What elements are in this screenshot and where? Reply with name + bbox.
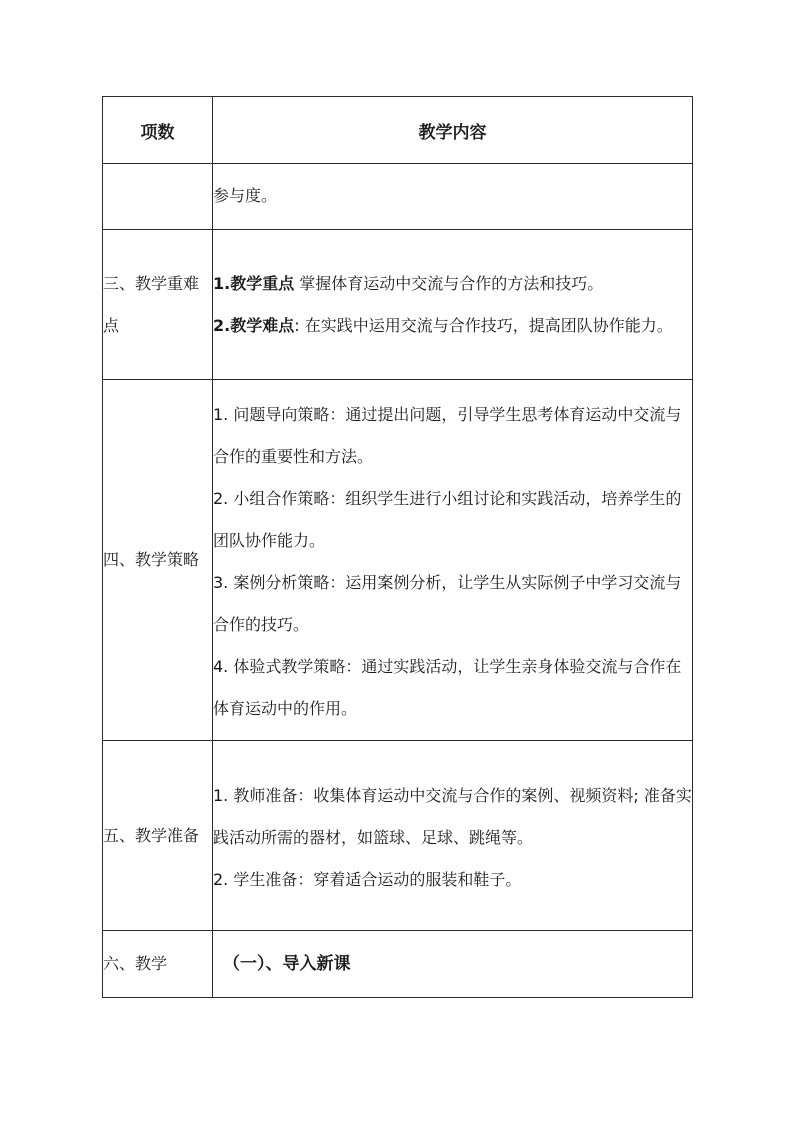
table-row xyxy=(103,380,693,741)
lesson-plan-page xyxy=(102,96,692,998)
teaching-focus-text: 掌握体育运动中交流与合作的方法和技巧。 xyxy=(294,273,604,293)
table-row xyxy=(103,741,693,931)
teaching-difficulty-text: : 在实践中运用交流与合作技巧，提高团队协作能力。 xyxy=(294,315,673,335)
row-content xyxy=(213,164,693,230)
teaching-focus-label: 1.教学重点 xyxy=(213,273,295,293)
header-content: 教学内容 xyxy=(213,97,693,164)
teaching-difficulty xyxy=(213,305,692,347)
table-row xyxy=(103,164,693,230)
table-header-row xyxy=(103,97,693,164)
row-content xyxy=(213,741,693,931)
lesson-plan-table xyxy=(102,96,693,998)
row-content xyxy=(213,230,693,380)
row-content xyxy=(213,380,693,741)
strategy-item: 1. 问题导向策略：通过提出问题，引导学生思考体育运动中交流与合作的重要性和方法。 xyxy=(213,405,682,466)
row-content xyxy=(213,931,693,998)
row-item-label: 三、教学重难点 xyxy=(103,230,213,380)
row-item-label: 四、教学策略 xyxy=(103,380,213,741)
strategy-item: 2. 小组合作策略：组织学生进行小组讨论和实践活动，培养学生的团队协作能力。 xyxy=(213,489,682,550)
content-paragraph: 参与度。 xyxy=(213,186,278,205)
table-row xyxy=(103,230,693,380)
strategy-item: 4. 体验式教学策略：通过实践活动，让学生亲身体验交流与合作在体育运动中的作用。 xyxy=(213,657,682,718)
teaching-focus xyxy=(213,263,692,305)
preparation-item: 2. 学生准备：穿着适合运动的服装和鞋子。 xyxy=(213,869,522,889)
row-item-label xyxy=(103,164,213,230)
teaching-difficulty-label: 2.教学难点 xyxy=(213,315,295,335)
row-item-label: 六、教学 xyxy=(103,931,213,998)
row-item-label: 五、教学准备 xyxy=(103,741,213,931)
header-item: 项数 xyxy=(103,97,213,164)
section-title: （一）、导入新课 xyxy=(223,954,351,974)
strategy-item: 3. 案例分析策略：运用案例分析，让学生从实际例子中学习交流与合作的技巧。 xyxy=(213,573,682,634)
preparation-item: 1. 教师准备：收集体育运动中交流与合作的案例、视频资料; 准备实践活动所需的器材，如篮球、足球、跳绳等。 xyxy=(213,785,692,847)
table-row xyxy=(103,931,693,998)
